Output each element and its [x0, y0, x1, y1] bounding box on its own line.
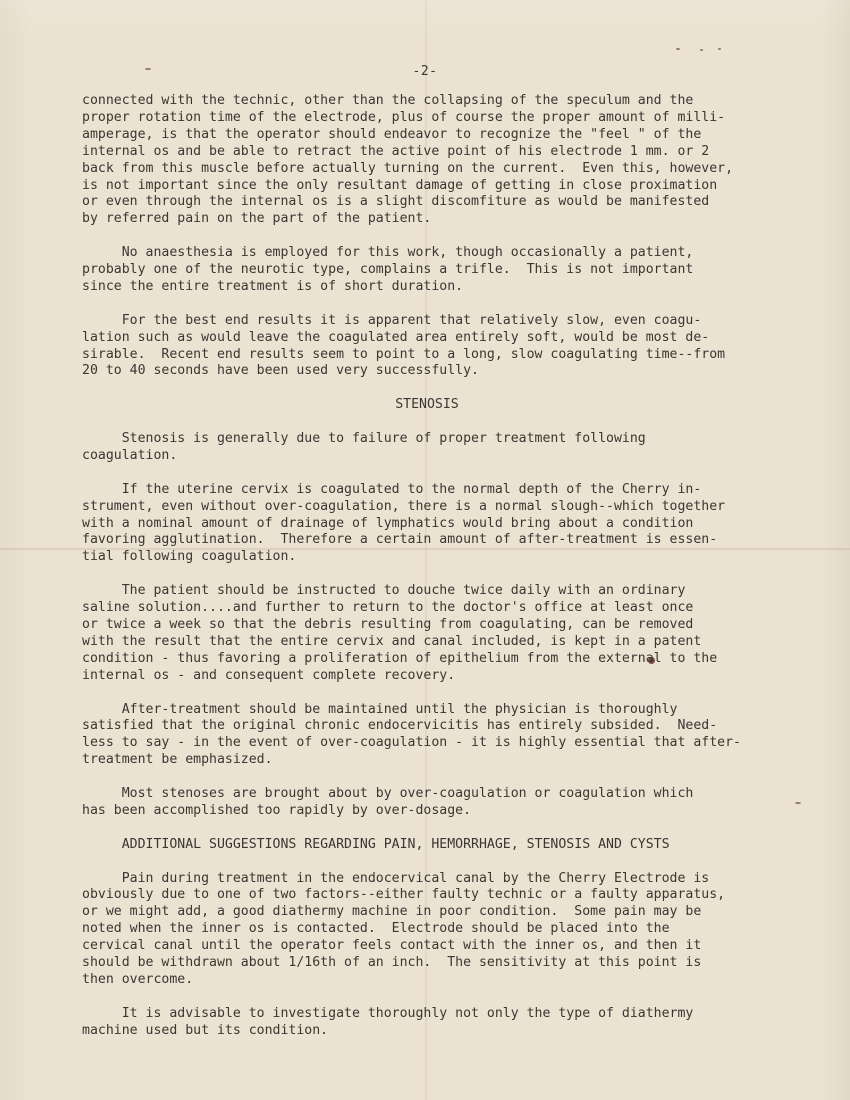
paragraph-douche-instructions — [82, 583, 772, 684]
text-line: connected with the technic, other than the collapsing of the speculum and the — [82, 93, 694, 108]
paragraph-investigate-machine — [82, 1006, 772, 1040]
text-line: No anaesthesia is employed for this work, though occasionally a patient, — [82, 245, 694, 261]
text-line: machine used but its condition. — [82, 1022, 329, 1038]
text-line: has been accomplished too rapidly by over-dosage. — [82, 802, 472, 818]
text-line: internal os and be able to retract the active point of his electrode 1 mm. or 2 — [82, 143, 710, 159]
paragraph-coagulation-depth — [82, 482, 772, 567]
text-line: or even through the internal os is a slight discomfiture as would be manifested — [82, 194, 710, 210]
section-heading-stenosis: STENOSIS — [395, 397, 459, 413]
text-line: less to say - in the event of over-coagulation - it is highly essential that after- — [82, 735, 741, 751]
paper-speck — [718, 48, 721, 50]
text-line: cervical canal until the operator feels contact with the inner os, and then it — [82, 938, 702, 954]
paragraph-anaesthesia — [82, 245, 772, 296]
text-line: It is advisable to investigate thoroughly not only the type of diathermy — [82, 1005, 694, 1021]
text-line: coagulation. — [82, 447, 178, 463]
text-line: noted when the inner os is contacted. Electrode should be placed into the — [82, 921, 670, 937]
paragraph-after-treatment — [82, 702, 772, 770]
text-line: condition - thus favoring a proliferation of epithelium from the external to the — [82, 650, 718, 666]
text-line: should be withdrawn about 1/16th of an inch. The sensitivity at this point is — [82, 955, 702, 971]
text-line: treatment be emphasized. — [82, 752, 273, 768]
page-number: -2- — [412, 64, 438, 79]
text-line: with the result that the entire cervix and canal included, is kept in a patent — [82, 633, 702, 649]
paper-speck — [700, 49, 703, 51]
paper-speck — [676, 48, 680, 50]
text-line: or we might add, a good diathermy machine in poor condition. Some pain may be — [82, 904, 702, 920]
text-line: The patient should be instructed to douche twice daily with an ordinary — [82, 583, 686, 599]
text-line: then overcome. — [82, 971, 194, 987]
text-line: tial following coagulation. — [82, 549, 297, 565]
text-line: since the entire treatment is of short duration. — [82, 278, 464, 294]
text-line: Pain during treatment in the endocervical canal by the Cherry Electrode is — [82, 870, 710, 886]
text-line: satisfied that the original chronic endocervicitis has entirely subsided. Need- — [82, 718, 718, 734]
text-line: If the uterine cervix is coagulated to the normal depth of the Cherry in- — [82, 481, 702, 497]
text-line: For the best end results it is apparent that relatively slow, even coagu- — [82, 312, 702, 328]
text-line: with a nominal amount of drainage of lymphatics would bring about a condition — [82, 515, 694, 531]
paper-speck — [795, 802, 801, 804]
paragraph-stenosis-cause — [82, 431, 772, 465]
text-line: 20 to 40 seconds have been used very successfully. — [82, 363, 479, 379]
text-line: or twice a week so that the debris resulting from coagulating, can be removed — [82, 617, 694, 632]
text-line: lation such as would leave the coagulated area entirely soft, would be most de- — [82, 329, 710, 345]
text-line: probably one of the neurotic type, complains a trifle. This is not important — [82, 262, 694, 278]
document-body — [82, 93, 772, 1040]
text-line: back from this muscle before actually turning on the current. Even this, however, — [82, 160, 734, 176]
text-line: proper rotation time of the electrode, plus of course the proper amount of milli- — [82, 109, 726, 125]
text-line: saline solution....and further to return to the doctor's office at least once — [82, 600, 694, 616]
text-line: by referred pain on the part of the patient. — [82, 211, 432, 227]
paragraph-technic — [82, 93, 772, 228]
paragraph-stenoses-causes — [82, 786, 772, 820]
text-line: internal os - and consequent complete recovery. — [82, 667, 456, 683]
section-heading-additional-suggestions: ADDITIONAL SUGGESTIONS REGARDING PAIN, HEMORRHAGE, STENOSIS AND CYSTS — [82, 836, 670, 852]
text-line: favoring agglutination. Therefore a certain amount of after-treatment is essen- — [82, 532, 718, 548]
text-line: amperage, is that the operator should endeavor to recognize the "feel " of the — [82, 126, 702, 142]
text-line: Most stenoses are brought about by over-coagulation or coagulation which — [82, 786, 694, 802]
text-line: is not important since the only resultant damage of getting in close proximation — [82, 177, 718, 193]
text-line: sirable. Recent end results seem to point to a long, slow coagulating time--from — [82, 346, 726, 362]
paragraph-pain-treatment — [82, 871, 772, 989]
text-line: strument, even without over-coagulation, there is a normal slough--which together — [82, 498, 726, 514]
text-line: After-treatment should be maintained until the physician is thoroughly — [82, 701, 678, 717]
text-line: Stenosis is generally due to failure of proper treatment following — [82, 431, 646, 447]
paragraph-end-results — [82, 313, 772, 381]
text-line: obviously due to one of two factors--either faulty technic or a faulty apparatus, — [82, 887, 726, 903]
